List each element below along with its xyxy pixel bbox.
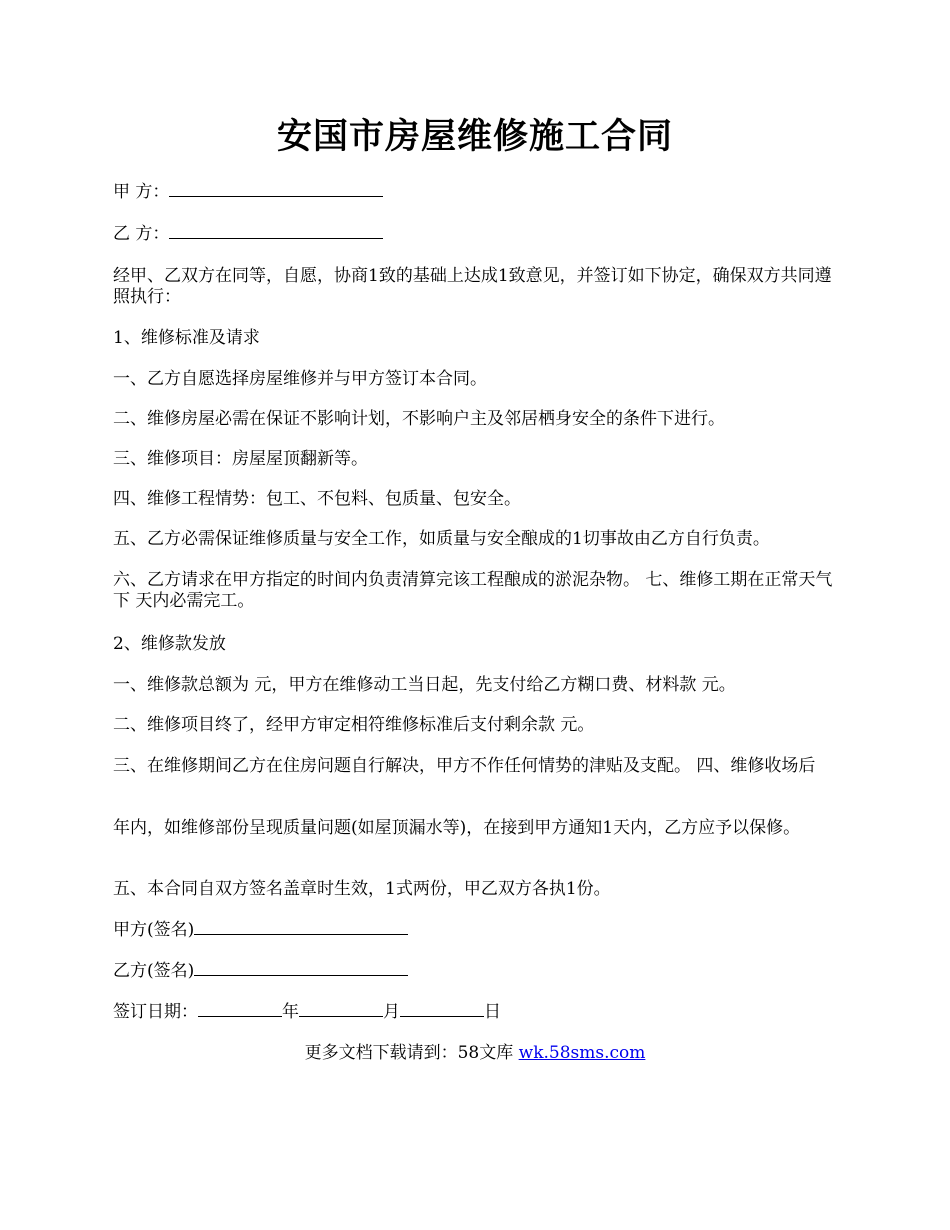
date-year-blank (198, 1002, 282, 1017)
clause-2-4: 年内，如维修部份呈现质量问题(如屋顶漏水等)，在接到甲方通知1天内，乙方应予以保修。 (113, 818, 801, 838)
page-title: 安国市房屋维修施工合同 (276, 116, 673, 157)
date-label: 签订日期： (113, 1002, 198, 1022)
party-b-line (113, 224, 838, 245)
footer-download-note (0, 1042, 950, 1064)
signature-a-label: 甲方(签名) (113, 920, 195, 940)
clause-1-6: 六、乙方请求在甲方指定的时间内负责清算完该工程酿成的淤泥杂物。 七、维修工期在正常天气下 天内必需完工。 (113, 570, 833, 611)
date-month-blank (299, 1002, 383, 1017)
clause-2-3: 三、在维修期间乙方在住房问题自行解决，甲方不作任何情势的津贴及支配。 四、维修收场后 (113, 756, 816, 776)
footer-link[interactable]: wk.58sms.com (518, 1043, 646, 1063)
footer-text: 更多文档下载请到：58文库 (304, 1043, 519, 1063)
date-day-blank (400, 1002, 484, 1017)
date-day-label: 日 (484, 1002, 501, 1022)
clause-1-1: 一、乙方自愿选择房屋维修并与甲方签订本合同。 (113, 369, 487, 389)
signing-date-line (113, 1002, 838, 1023)
party-b-blank (169, 224, 383, 239)
clause-1-3: 三、维修项目：房屋屋顶翻新等。 (113, 449, 368, 469)
section-2-heading: 2、维修款发放 (113, 634, 226, 654)
party-b-label: 乙 方： (113, 224, 170, 244)
party-a-label: 甲 方： (113, 182, 170, 202)
clause-1-2: 二、维修房屋必需在保证不影响计划，不影响户主及邻居栖身安全的条件下进行。 (113, 409, 725, 429)
intro-paragraph: 经甲、乙双方在同等，自愿，协商1致的基础上达成1致意见，并签订如下协定，确保双方共同遵照执行： (113, 266, 832, 307)
clause-1-4: 四、维修工程情势：包工、不包料、包质量、包安全。 (113, 489, 521, 509)
clause-1-5: 五、乙方必需保证维修质量与安全工作，如质量与安全酿成的1切事故由乙方自行负责。 (113, 529, 770, 549)
signature-a-blank (194, 920, 408, 935)
signature-a-line (113, 920, 838, 941)
date-month-label: 月 (383, 1002, 400, 1022)
clause-2-1: 一、维修款总额为 元，甲方在维修动工当日起，先支付给乙方糊口费、材料款 元。 (113, 675, 736, 695)
signature-b-blank (194, 961, 408, 976)
section-1-heading: 1、维修标准及请求 (113, 328, 260, 348)
signature-b-line (113, 961, 838, 982)
signature-b-label: 乙方(签名) (113, 961, 195, 981)
date-year-label: 年 (282, 1002, 299, 1022)
party-a-blank (169, 182, 383, 197)
clause-2-2: 二、维修项目终了，经甲方审定相符维修标准后支付剩余款 元。 (113, 715, 595, 735)
clause-2-5: 五、本合同自双方签名盖章时生效，1式两份，甲乙双方各执1份。 (113, 879, 611, 899)
party-a-line (113, 182, 838, 203)
